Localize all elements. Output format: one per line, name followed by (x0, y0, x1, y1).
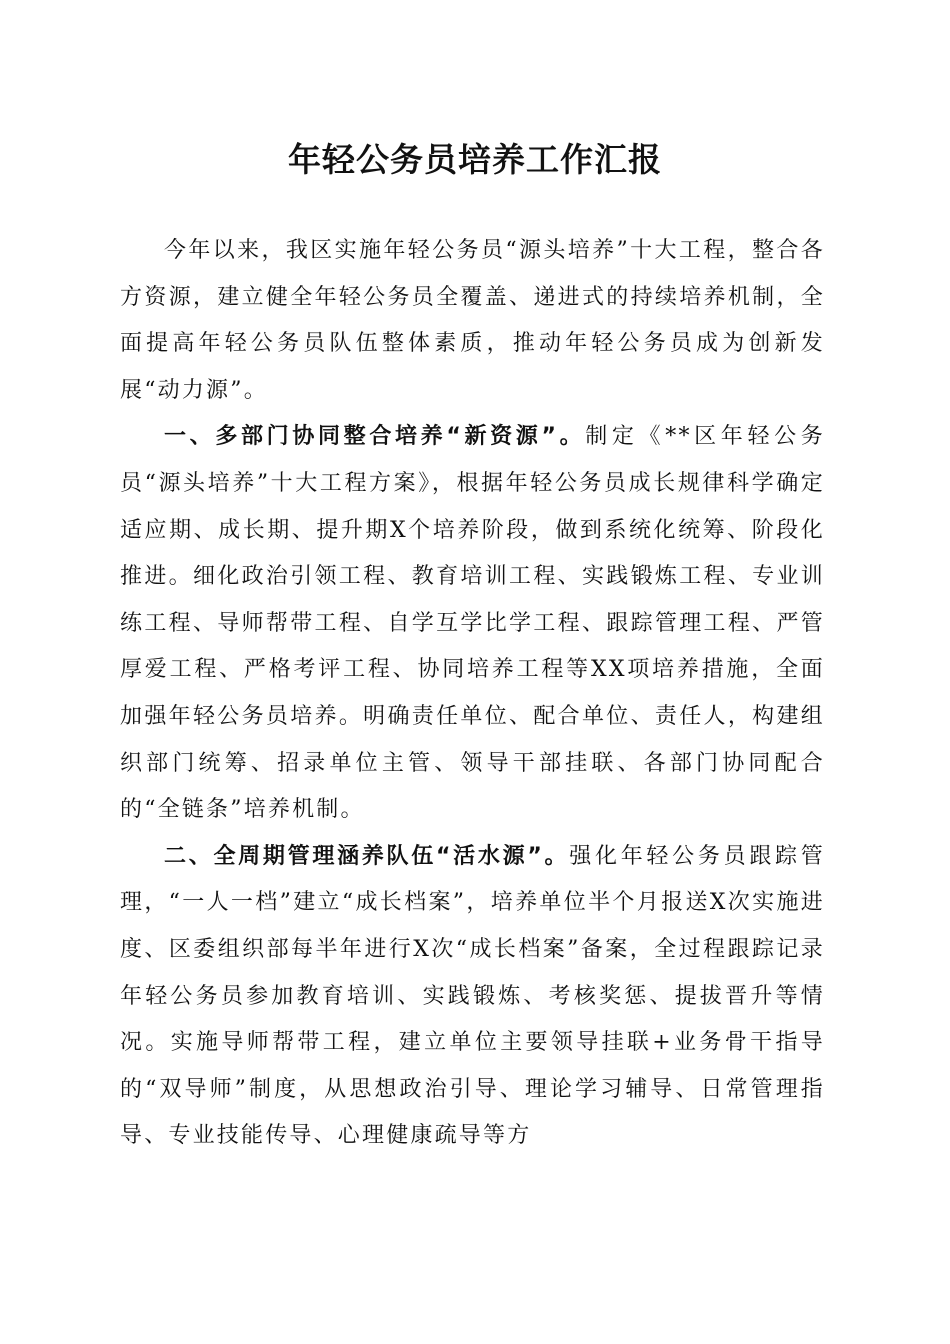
intro-paragraph: 今年以来，我区实施年轻公务员“源头培养”十大工程，整合各方资源，建立健全年轻公务员全覆盖、递进式的持续培养机制，全面提高年轻公务员队伍整体素质，推动年轻公务员成为创新发展“动力源”。 (120, 238, 825, 403)
section-1-text: 制定《**区年轻公务员“源头培养”十大工程方案》，根据年轻公务员成长规律科学确定适应期、成长期、提升期X个培养阶段，做到系统化统筹、阶段化推进。细化政治引领工程、教育培训工程、实践锻炼工程、专业训练工程、导师帮带工程、自学互学比学工程、跟踪管理工程、严管厚爱工程、严格考评工程、协同培养工程等XX项培养措施，全面加强年轻公务员培养。明确责任单位、配合单位、责任人，构建组织部门统筹、招录单位主管、领导干部挂联、各部门协同配合的“全链条”培养机制。 (120, 424, 825, 823)
document-title: 年轻公务员培养工作汇报 (288, 140, 662, 179)
section-1-paragraph (120, 414, 825, 833)
section-1-heading: 一、多部门协同整合培养“新资源”。 (164, 424, 586, 450)
section-2-heading: 二、全周期管理涵养队伍“活水源”。 (164, 843, 570, 869)
document-body (120, 228, 825, 1160)
section-2-text: 强化年轻公务员跟踪管理，“一人一档”建立“成长档案”，培养单位半个月报送X次实施进度、区委组织部每半年进行X次“成长档案”备案，全过程跟踪记录年轻公务员参加教育培训、实践锻炼、考核奖惩、提拔晋升等情况。实施导师帮带工程，建立单位主要领导挂联+业务骨干指导的“双导师”制度，从思想政治引导、理论学习辅导、日常管理指导、专业技能传导、心理健康疏导等方 (120, 843, 825, 1149)
section-2-paragraph (120, 834, 825, 1160)
